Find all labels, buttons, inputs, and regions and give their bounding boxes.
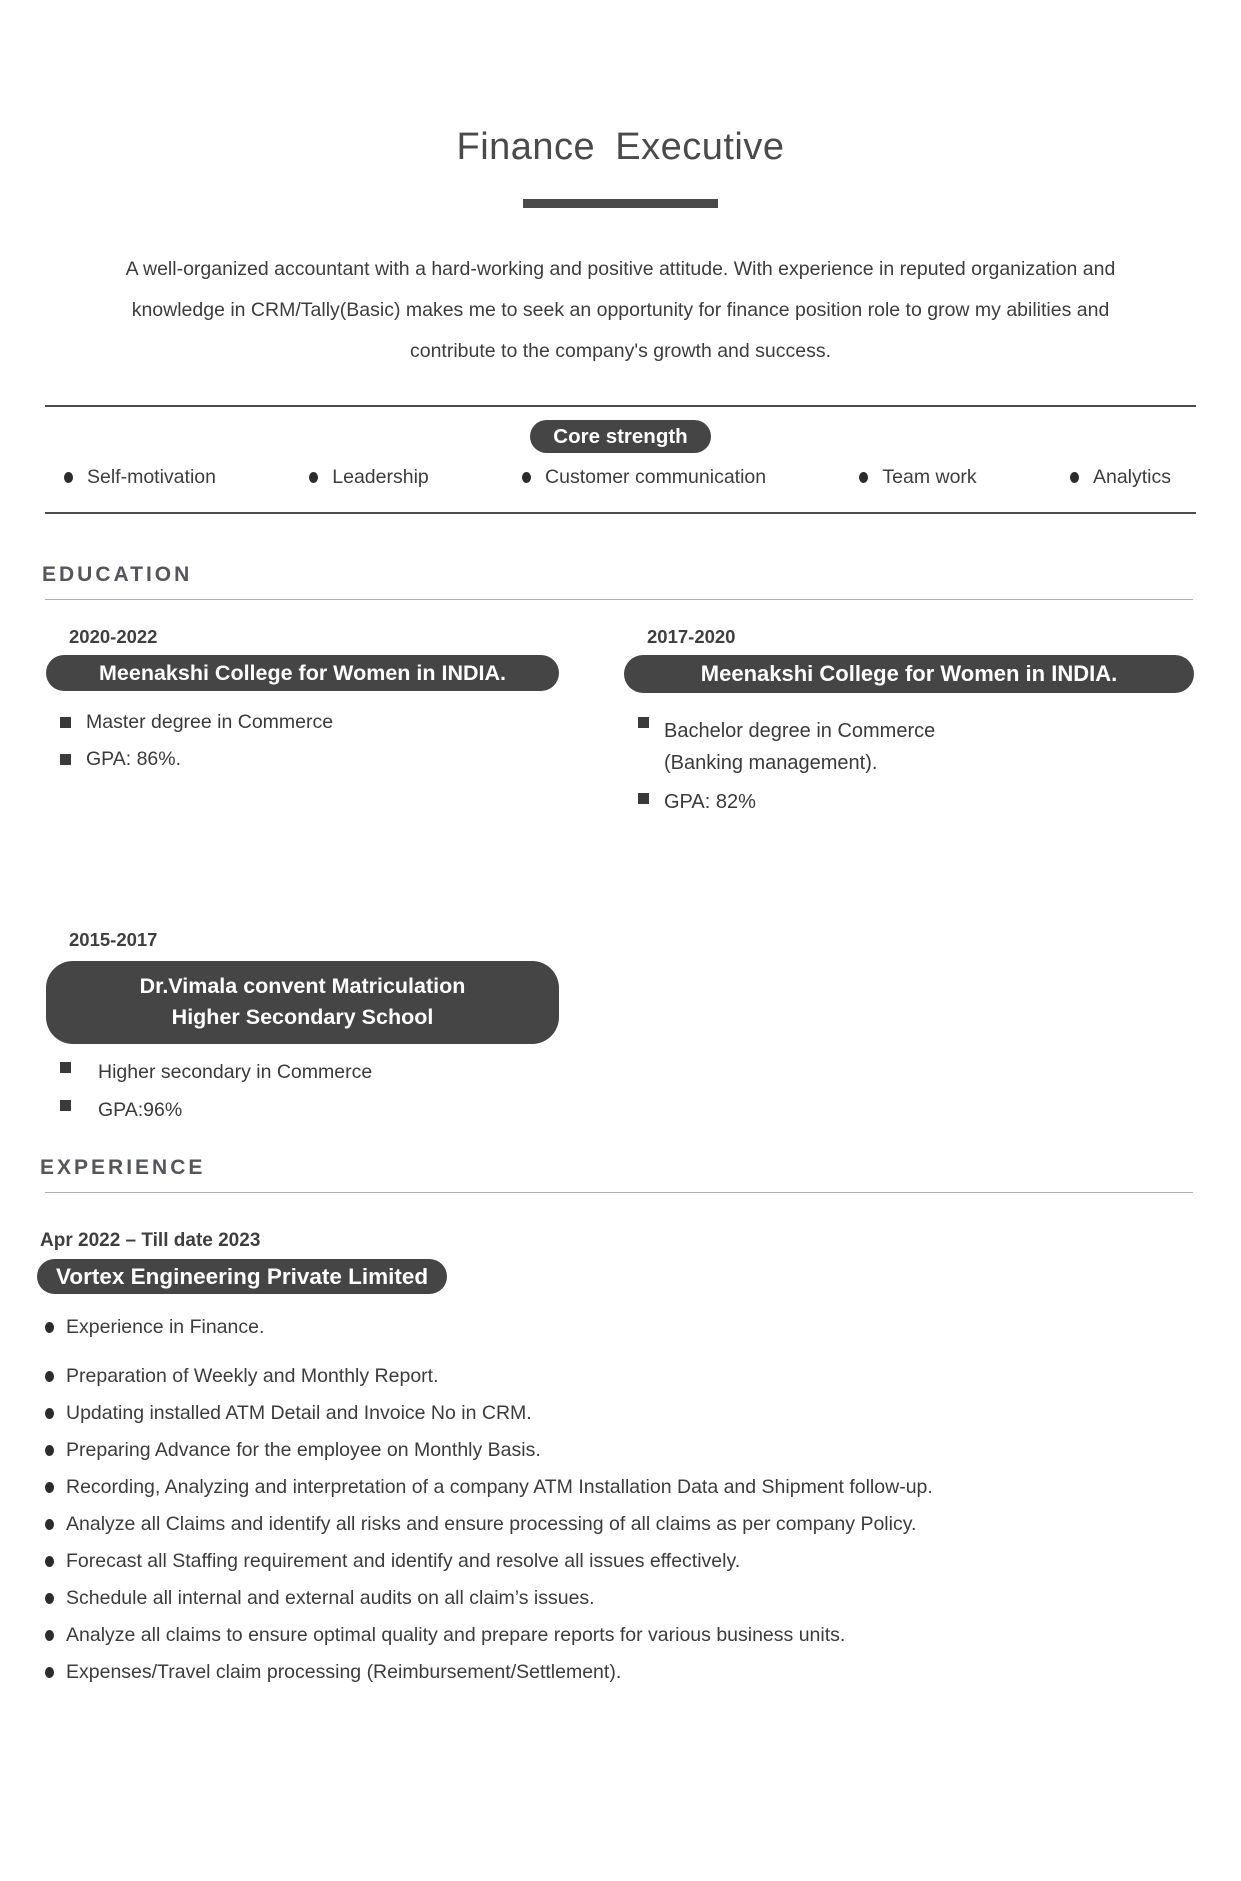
education-section-heading: EDUCATION — [42, 563, 193, 586]
education-period: 2020-2022 — [69, 626, 158, 647]
experience-bullet-item — [45, 1438, 1241, 1462]
experience-bullet-item — [45, 1475, 1241, 1499]
experience-bullet-text: Experience in Finance. — [66, 1316, 265, 1338]
education-detail-item — [46, 1060, 559, 1085]
education-detail-item — [46, 1098, 559, 1123]
experience-bullet-text: Forecast all Staffing requirement and identify and resolve all issues effectively. — [66, 1550, 741, 1572]
education-detail-item — [624, 715, 1194, 779]
divider-line — [45, 405, 1196, 407]
school-name-badge: Meenakshi College for Women in INDIA. — [624, 655, 1194, 693]
section-underline — [45, 599, 1193, 600]
experience-bullet-item — [45, 1401, 1241, 1425]
bullet-dot-icon — [45, 1408, 54, 1419]
bullet-square-icon — [60, 754, 71, 765]
experience-bullet-text: Updating installed ATM Detail and Invoice No in CRM. — [66, 1402, 532, 1424]
education-period: 2017-2020 — [647, 626, 736, 647]
skill-label: Self-motivation — [87, 466, 216, 488]
skills-list — [0, 466, 1241, 489]
experience-period: Apr 2022 – Till date 2023 — [40, 1230, 261, 1251]
bullet-square-icon — [60, 1062, 71, 1073]
bullet-dot-icon — [45, 1482, 54, 1493]
education-detail-text: Master degree in Commerce — [86, 711, 334, 733]
education-detail-text: GPA: 82% — [664, 791, 756, 813]
education-columns — [0, 626, 1241, 825]
experience-bullet-text: Analyze all Claims and identify all risks and ensure processing of all claims as per company Policy. — [66, 1513, 917, 1535]
education-detail-text: GPA:96% — [98, 1099, 183, 1121]
page-title: Finance Executive — [456, 126, 785, 168]
skill-item — [309, 466, 429, 489]
education-detail-item — [46, 747, 559, 772]
bullet-dot-icon — [859, 472, 868, 483]
school-name-text: Dr.Vimala convent Matriculation Higher Secondary School — [139, 974, 466, 1029]
school-name-badge: Meenakshi College for Women in INDIA. — [46, 655, 559, 691]
education-entry — [624, 626, 1194, 825]
experience-bullet-text: Analyze all claims to ensure optimal quality and prepare reports for various business units. — [66, 1624, 846, 1646]
education-detail-text: Bachelor degree in Commerce (Banking management). — [664, 720, 936, 774]
skill-label: Team work — [882, 466, 977, 488]
bullet-square-icon — [60, 1100, 71, 1111]
experience-bullet-text: Schedule all internal and external audits on all claim’s issues. — [66, 1587, 595, 1609]
resume-page — [0, 126, 1241, 1881]
bullet-dot-icon — [45, 1371, 54, 1382]
core-strength-badge: Core strength — [530, 420, 710, 453]
bullet-dot-icon — [45, 1519, 54, 1530]
divider-line — [45, 512, 1196, 514]
skill-item — [1070, 466, 1171, 489]
skill-item — [859, 466, 976, 489]
company-name-badge: Vortex Engineering Private Limited — [37, 1259, 447, 1294]
education-details-list — [46, 1060, 559, 1123]
skill-label: Leadership — [332, 466, 429, 488]
experience-bullet-text: Preparation of Weekly and Monthly Report. — [66, 1365, 439, 1387]
experience-bullet-item — [45, 1586, 1241, 1610]
skill-item — [64, 466, 216, 489]
education-entry — [46, 929, 559, 1123]
experience-bullet-item — [45, 1660, 1241, 1684]
education-details-list — [624, 715, 1194, 818]
bullet-square-icon — [638, 793, 649, 804]
experience-bullet-text: Expenses/Travel claim processing (Reimbursement/Settlement). — [66, 1661, 622, 1683]
experience-bullets-list — [45, 1315, 1241, 1684]
education-detail-text: Higher secondary in Commerce — [98, 1061, 373, 1083]
education-entry — [46, 626, 559, 825]
bullet-dot-icon — [309, 472, 318, 483]
bullet-dot-icon — [45, 1593, 54, 1604]
bullet-dot-icon — [45, 1445, 54, 1456]
bullet-square-icon — [60, 717, 71, 728]
experience-bullet-item — [45, 1364, 1241, 1388]
section-underline — [45, 1192, 1193, 1193]
experience-bullet-text: Preparing Advance for the employee on Monthly Basis. — [66, 1439, 541, 1461]
education-detail-text: GPA: 86%. — [86, 748, 182, 770]
experience-bullet-text: Recording, Analyzing and interpretation of a company ATM Installation Data and Shipment follow-up. — [66, 1476, 933, 1498]
bullet-dot-icon — [45, 1322, 54, 1333]
experience-bullet-item — [45, 1623, 1241, 1647]
summary-paragraph: A well-organized accountant with a hard-working and positive attitude. With experience in reputed organization and knowledge in CRM/Tally(Basic) makes me to seek an opportunity for finance position role to grow my abilities and contribute to the company's growth and success. — [125, 258, 1116, 362]
bullet-dot-icon — [522, 472, 531, 483]
bullet-dot-icon — [64, 472, 73, 483]
experience-bullet-item — [45, 1549, 1241, 1573]
experience-bullet-item — [45, 1315, 1241, 1339]
education-period: 2015-2017 — [69, 929, 158, 950]
bullet-dot-icon — [45, 1667, 54, 1678]
experience-section-heading: EXPERIENCE — [40, 1156, 206, 1179]
skill-item — [522, 466, 766, 489]
education-detail-item — [46, 710, 559, 735]
bullet-dot-icon — [45, 1556, 54, 1567]
experience-bullet-item — [45, 1512, 1241, 1536]
education-detail-item — [624, 786, 1194, 818]
skill-label: Analytics — [1092, 466, 1171, 488]
title-underline-bar — [523, 199, 718, 208]
skill-label: Customer communication — [545, 466, 767, 488]
bullet-square-icon — [638, 717, 649, 728]
bullet-dot-icon — [45, 1630, 54, 1641]
bullet-dot-icon — [1070, 472, 1079, 483]
school-name-badge — [46, 961, 559, 1044]
education-details-list — [46, 710, 559, 772]
